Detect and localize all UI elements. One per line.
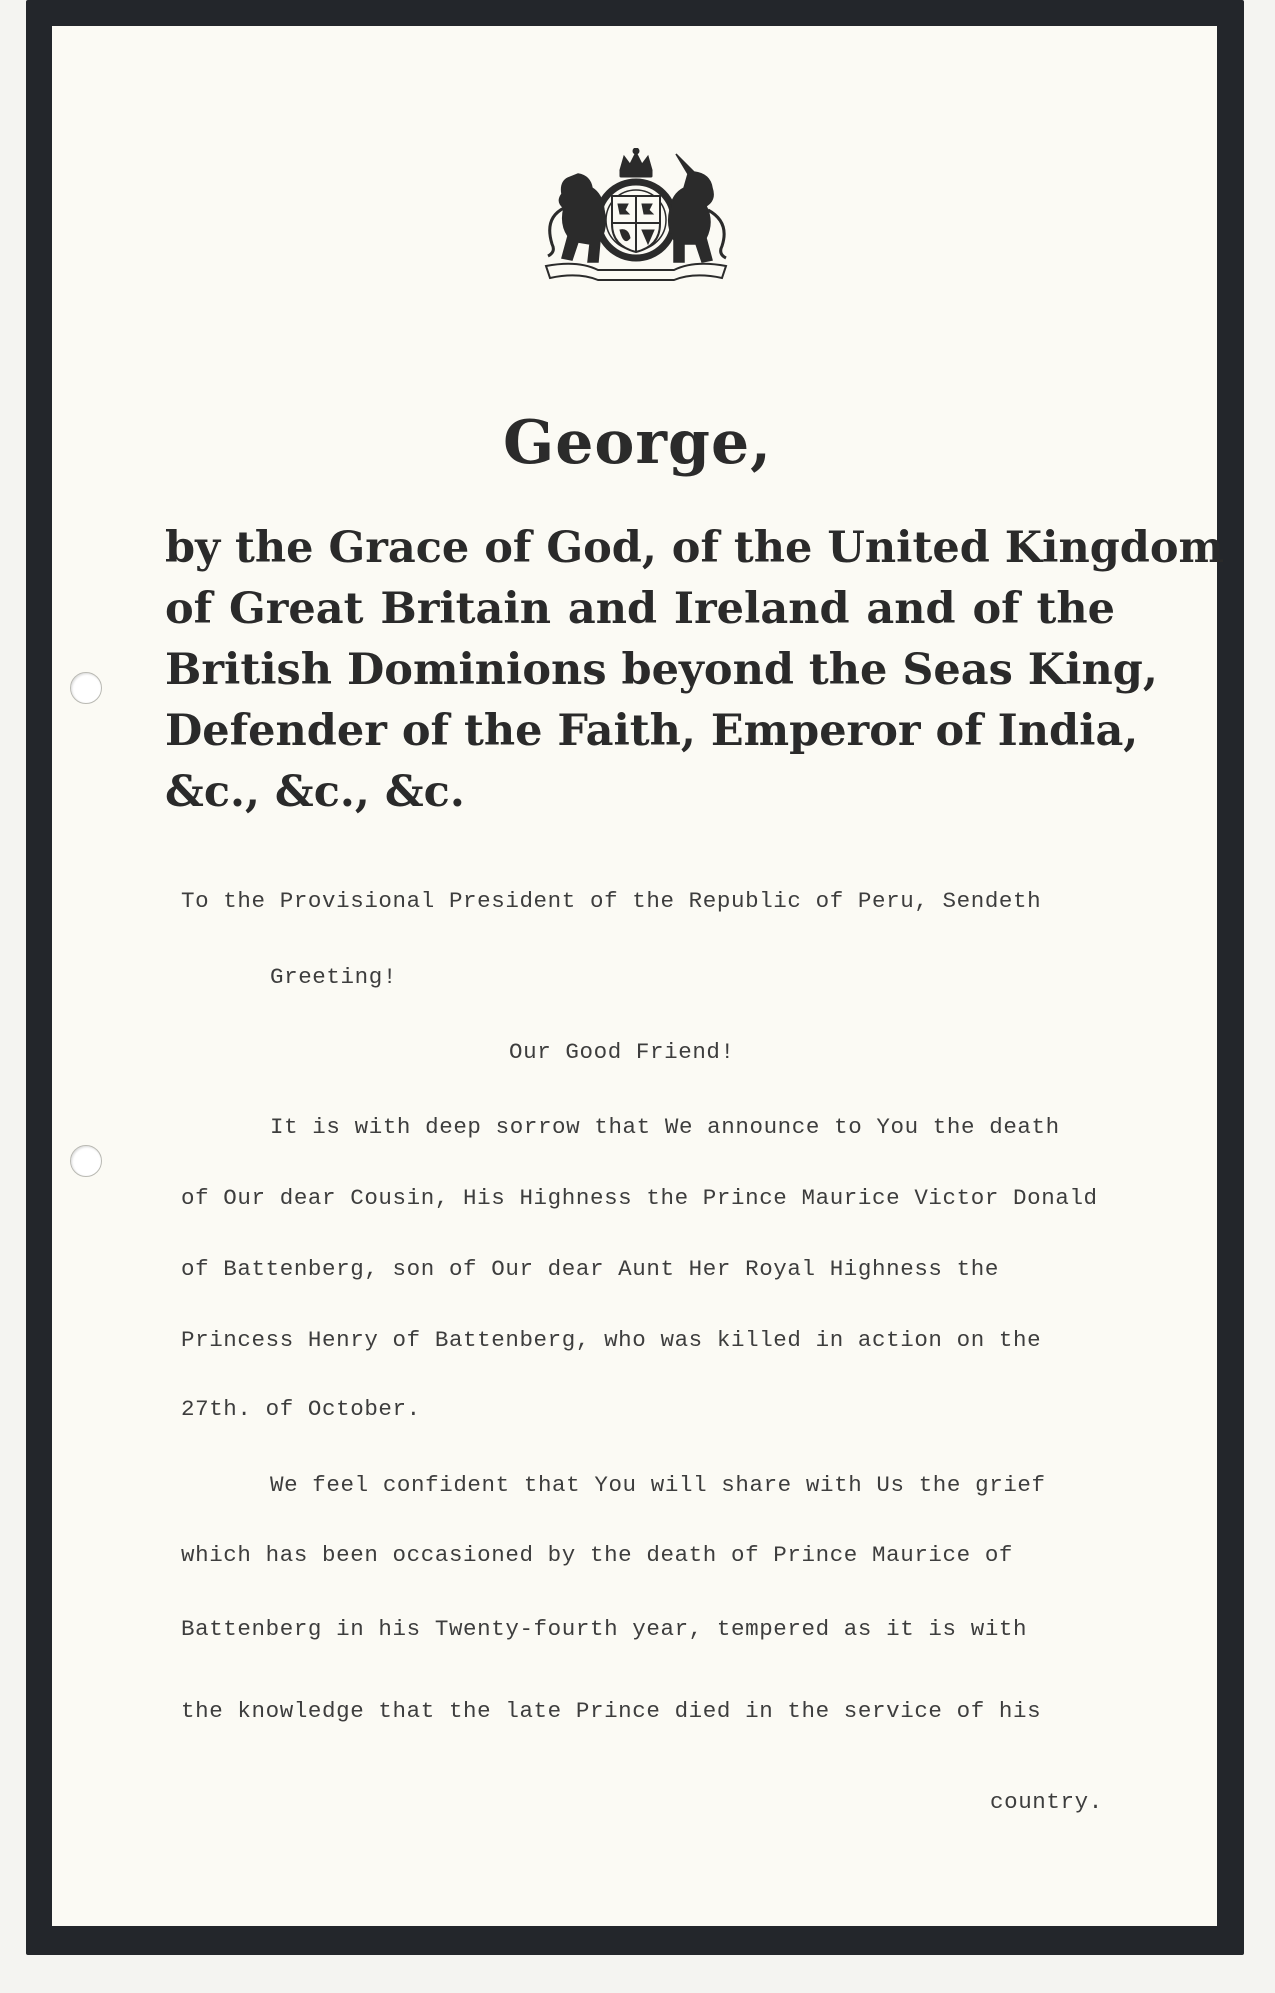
body-line: of Battenberg, son of Our dear Aunt Her Royal Highness the <box>181 1256 999 1282</box>
royal-styles-block <box>165 518 1225 823</box>
body-line: which has been occasioned by the death of Prince Maurice of <box>181 1542 1014 1568</box>
salutation: Our Good Friend! <box>509 1039 735 1065</box>
royal-styles-line: British Dominions beyond the Seas King, <box>165 645 1158 695</box>
royal-styles-line: Defender of the Faith, Emperor of India, <box>165 706 1139 756</box>
body-line: Battenberg in his Twenty-fourth year, tempered as it is with <box>181 1616 1028 1642</box>
address-line: To the Provisional President of the Republic of Peru, Sendeth <box>181 888 1042 914</box>
body-line: It is with deep sorrow that We announce to You the death <box>270 1114 1060 1140</box>
royal-styles-line: &c., &c., &c. <box>165 767 465 817</box>
sovereign-name-heading: George, <box>502 408 773 478</box>
body-line-closing: country. <box>990 1789 1103 1815</box>
royal-styles-line: by the Grace of God, of the United Kingdom <box>165 523 1225 573</box>
royal-styles-line: of Great Britain and Ireland and of the <box>165 584 1115 634</box>
greeting: Greeting! <box>270 964 397 990</box>
punch-hole-bottom <box>70 1145 102 1177</box>
punch-hole-top <box>70 672 102 704</box>
body-line: of Our dear Cousin, His Highness the Prince Maurice Victor Donald <box>181 1185 1098 1211</box>
body-line: We feel confident that You will share with Us the grief <box>270 1472 1046 1498</box>
royal-coat-of-arms-icon <box>538 148 734 283</box>
body-line: the knowledge that the late Prince died in the service of his <box>181 1698 1042 1724</box>
body-line: Princess Henry of Battenberg, who was killed in action on the <box>181 1327 1042 1353</box>
body-line: 27th. of October. <box>181 1396 421 1422</box>
